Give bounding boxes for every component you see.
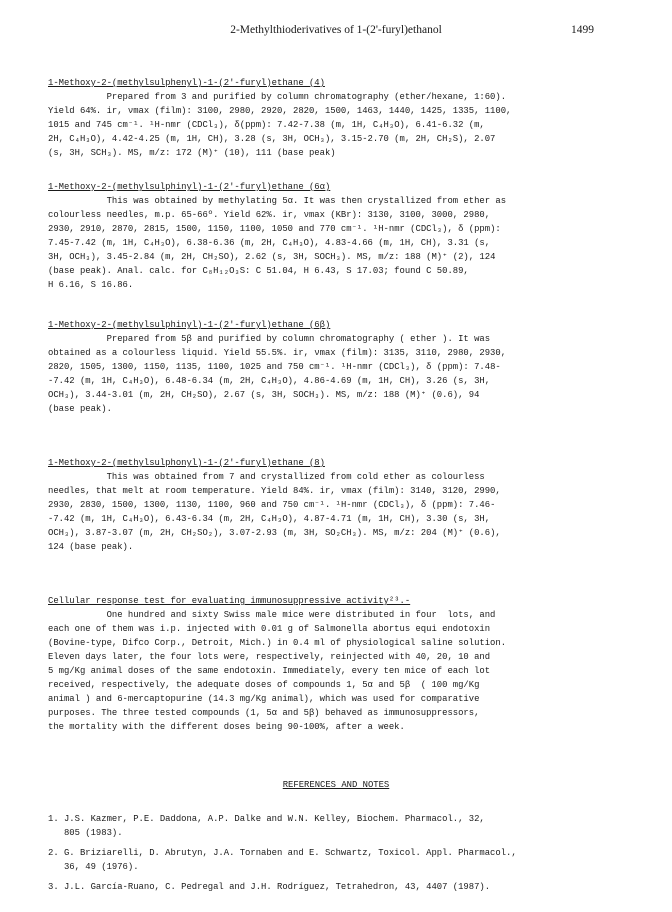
- page-header: [0, 24, 672, 42]
- compound-6a-line: colourless needles, m.p. 65-66º. Yield 62%. ir, νmax (KBr): 3130, 3100, 3000, 2980,: [48, 210, 491, 220]
- compound-8-line: 2930, 2830, 1500, 1300, 1130, 1100, 960 and 750 cm⁻¹. ¹H-nmr (CDCl₃), δ (ppm): 7.46-: [48, 500, 496, 510]
- compound-8-line: OCH₃), 3.87-3.07 (m, 2H, CH₂SO₂), 3.07-2.93 (m, 3H, SO₂CH₃). MS, m/z: 204 (M)⁺ (0.6),: [48, 528, 501, 538]
- cellular-line: (Bovine-type, Difco Corp., Detroit, Mich.) in 0.4 ml of physiological saline solution.: [48, 638, 507, 648]
- cellular-line: the mortality with the different doses being 90-100%, after a week.: [48, 722, 405, 732]
- page-number: 1499: [571, 24, 594, 36]
- compound-4-line: 2H, C₄H₃O), 4.42-4.25 (m, 1H, CH), 3.28 (s, 3H, OCH₃), 3.15-2.70 (m, 2H, CH₂S), 2.07: [48, 134, 496, 144]
- compound-6a-line: 7.45-7.42 (m, 1H, C₄H₃O), 6.38-6.36 (m, 2H, C₄H₃O), 4.83-4.66 (m, 1H, CH), 3.31 (s,: [48, 238, 491, 248]
- compound-8-title: 1-Methoxy-2-(methylsulphonyl)-1-(2'-furyl)ethane (8): [48, 458, 325, 468]
- compound-6b-line: -7.42 (m, 1H, C₄H₃O), 6.48-6.34 (m, 2H, C₄H₃O), 4.86-4.69 (m, 1H, CH), 3.26 (s, 3H,: [48, 376, 491, 386]
- reference-item: 1. J.S. Kazmer, P.E. Daddona, A.P. Dalke and W.N. Kelley, Biochem. Pharmacol., 32,: [48, 814, 485, 824]
- references-heading: REFERENCES AND NOTES: [282, 780, 390, 790]
- compound-6b-title: 1-Methoxy-2-(methylsulphinyl)-1-(2'-furyl)ethane (6β): [48, 320, 331, 330]
- cellular-response-title: Cellular response test for evaluating immunosuppressive activity²³.-: [48, 596, 411, 606]
- cellular-line: animal ) and 6-mercaptopurine (14.3 mg/Kg animal), which was used for comparative: [48, 694, 480, 704]
- reference-item-cont: 36, 49 (1976).: [48, 862, 139, 872]
- compound-8-line: needles, that melt at room temperature. Yield 84%. ir, νmax (film): 3140, 3120, 2990,: [48, 486, 501, 496]
- cellular-response-section: [48, 594, 628, 734]
- compound-6b-line: (base peak).: [48, 404, 112, 414]
- compound-6a-line: This was obtained by methylating 5α. It was then crystallized from ether as: [48, 196, 507, 206]
- compound-6b-line: obtained as a colourless liquid. Yield 55.5%. ir, νmax (film): 3135, 3110, 2980, 2930,: [48, 348, 507, 358]
- compound-4-line: (s, 3H, SCH₃). MS, m/z: 172 (M)⁺ (10), 111 (base peak): [48, 148, 336, 158]
- cellular-line: received, respectively, the adequate doses of compounds 1, 5α and 5β ( 100 mg/Kg: [48, 680, 480, 690]
- compound-6a-line: 2930, 2910, 2870, 2815, 1500, 1150, 1100, 1050 and 770 cm⁻¹. ¹H-nmr (CDCl₃), δ (ppm):: [48, 224, 501, 234]
- reference-item: 2. G. Briziarelli, D. Abrutyn, J.A. Tornaben and E. Schwartz, Toxicol. Appl. Pharmacol.,: [48, 848, 517, 858]
- compound-4-section: [48, 76, 628, 160]
- references-list: [48, 812, 628, 894]
- compound-4-title: 1-Methoxy-2-(methylsulphenyl)-1-(2'-furyl)ethane (4): [48, 78, 325, 88]
- compound-6b-line: Prepared from 5β and purified by column chromatography ( ether ). It was: [48, 334, 491, 344]
- compound-8-line: 124 (base peak).: [48, 542, 134, 552]
- compound-8-line: This was obtained from 7 and crystallized from cold ether as colourless: [48, 472, 485, 482]
- compound-6a-title: 1-Methoxy-2-(methylsulphinyl)-1-(2'-furyl)ethane (6α): [48, 182, 331, 192]
- compound-4-line: 1015 and 745 cm⁻¹. ¹H-nmr (CDCl₃), δ(ppm): 7.42-7.38 (m, 1H, C₄H₃O), 6.41-6.32 (m,: [48, 120, 485, 130]
- cellular-line: 5 mg/Kg animal doses of the same endotoxin. Immediately, every ten mice of each lot: [48, 666, 491, 676]
- running-title: 2-Methylthioderivatives of 1-(2'-furyl)ethanol: [230, 24, 442, 36]
- compound-6a-section: [48, 180, 628, 292]
- compound-6a-line: (base peak). Anal. calc. for C₈H₁₂O₃S: C 51.04, H 6.43, S 17.03; found C 50.89,: [48, 266, 469, 276]
- compound-6b-section: [48, 318, 628, 416]
- compound-6a-line: 3H, OCH₃), 3.45-2.84 (m, 2H, CH₂SO), 2.62 (s, 3H, SOCH₃). MS, m/z: 188 (M)⁺ (2), 124: [48, 252, 496, 262]
- reference-item: 3. J.L. García-Ruano, C. Pedregal and J.H. Rodríguez, Tetrahedron, 43, 4407 (1987).: [48, 882, 491, 892]
- cellular-line: Eleven days later, the four lots were, respectively, reinjected with 40, 20, 10 and: [48, 652, 491, 662]
- compound-6a-line: H 6.16, S 16.86.: [48, 280, 134, 290]
- cellular-line: each one of them was i.p. injected with 0.01 g of Salmonella abortus equi endotoxin: [48, 624, 491, 634]
- compound-8-line: -7.42 (m, 1H, C₄H₃O), 6.43-6.34 (m, 2H, C₄H₃O), 4.87-4.71 (m, 1H, CH), 3.30 (s, 3H,: [48, 514, 491, 524]
- compound-8-section: [48, 456, 628, 554]
- compound-4-line: Yield 64%. ir, νmax (film): 3100, 2980, 2920, 2820, 1500, 1463, 1440, 1425, 1335, 1100,: [48, 106, 512, 116]
- compound-6b-line: OCH₃), 3.44-3.01 (m, 2H, CH₂SO), 2.67 (s, 3H, SOCH₃). MS, m/z: 188 (M)⁺ (0.6), 94: [48, 390, 480, 400]
- reference-item-cont: 805 (1983).: [48, 828, 123, 838]
- cellular-line: purposes. The three tested compounds (1, 5α and 5β) behaved as immunosuppressors,: [48, 708, 480, 718]
- cellular-line: One hundred and sixty Swiss male mice were distributed in four lots, and: [48, 610, 496, 620]
- compound-6b-line: 2820, 1505, 1300, 1150, 1135, 1100, 1025 and 750 cm⁻¹. ¹H-nmr (CDCl₃), δ (ppm): 7.48-: [48, 362, 501, 372]
- compound-4-line: Prepared from 3 and purified by column chromatography (ether/hexane, 1:60).: [48, 92, 507, 102]
